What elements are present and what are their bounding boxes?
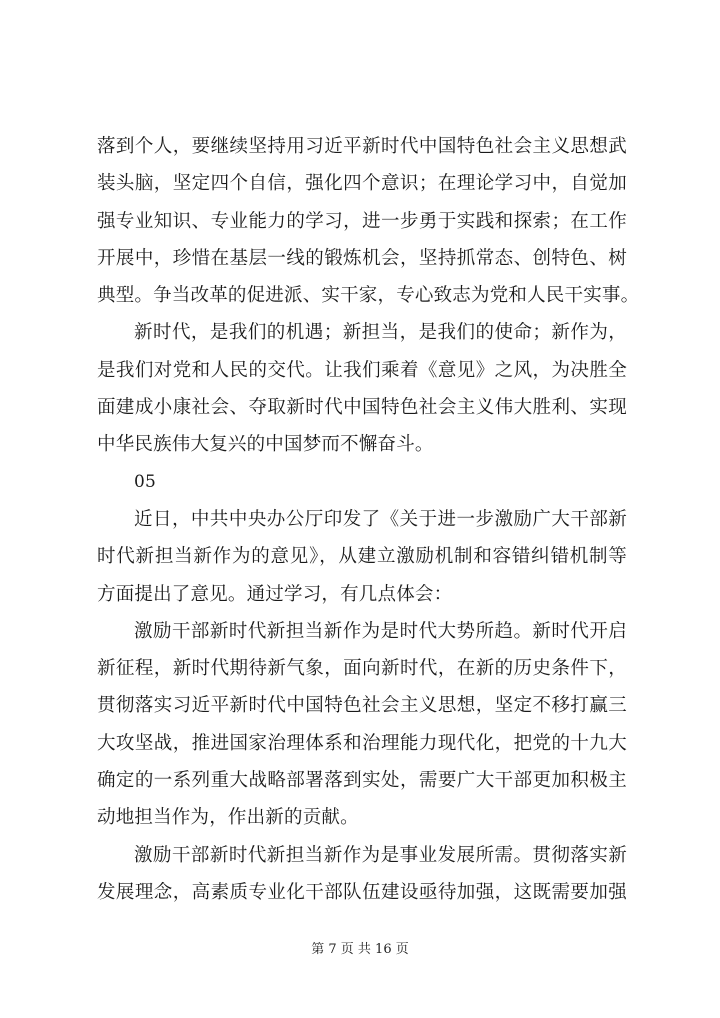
text-line: 强专业知识、专业能力的学习，进一步勇于实践和探索；在工作 bbox=[97, 210, 627, 232]
text-line: 时代新担当新作为的意见》，从建立激励机制和容错纠错机制等 bbox=[97, 546, 627, 568]
text-line: 方面提出了意见。通过学习，有几点体会： bbox=[97, 583, 453, 605]
text-line: 中华民族伟大复兴的中国梦而不懈奋斗。 bbox=[97, 434, 434, 456]
text-line: 大攻坚战，推进国家治理体系和治理能力现代化，把党的十九大 bbox=[97, 732, 627, 754]
text-line: 近日，中共中央办公厅印发了《关于进一步激励广大干部新 bbox=[134, 508, 627, 530]
text-line: 是我们对党和人民的交代。让我们乘着《意见》之风，为决胜全 bbox=[97, 359, 627, 381]
section-number: 05 bbox=[134, 471, 157, 492]
text-line: 落到个人，要继续坚持用习近平新时代中国特色社会主义思想武 bbox=[97, 136, 627, 157]
document-body bbox=[97, 128, 640, 911]
text-line: 开展中，珍惜在基层一线的锻炼机会，坚持抓常态、创特色、树 bbox=[97, 247, 627, 269]
text-line: 动地担当作为，作出新的贡献。 bbox=[97, 807, 359, 829]
text-line: 装头脑，坚定四个自信，强化四个意识；在理论学习中，自觉加 bbox=[97, 173, 627, 195]
text-line: 确定的一系列重大战略部署落到实处，需要广大干部更加积极主 bbox=[97, 770, 627, 792]
text-line: 发展理念，高素质专业化干部队伍建设亟待加强，这既需要加强 bbox=[97, 881, 627, 903]
page-footer: 第 7 页 共 16 页 bbox=[311, 942, 409, 957]
text-line: 典型。争当改革的促进派、实干家，专心致志为党和人民干实事。 bbox=[97, 285, 640, 307]
text-line: 激励干部新时代新担当新作为是时代大势所趋。新时代开启 bbox=[134, 620, 627, 642]
text-line: 新征程，新时代期待新气象，面向新时代，在新的历史条件下， bbox=[97, 658, 627, 680]
text-line: 新时代，是我们的机遇；新担当，是我们的使命；新作为， bbox=[134, 322, 627, 344]
text-line: 面建成小康社会、夺取新时代中国特色社会主义伟大胜利、实现 bbox=[97, 397, 627, 419]
text-line: 贯彻落实习近平新时代中国特色社会主义思想，坚定不移打赢三 bbox=[97, 695, 627, 717]
text-line: 激励干部新时代新担当新作为是事业发展所需。贯彻落实新 bbox=[134, 844, 627, 866]
